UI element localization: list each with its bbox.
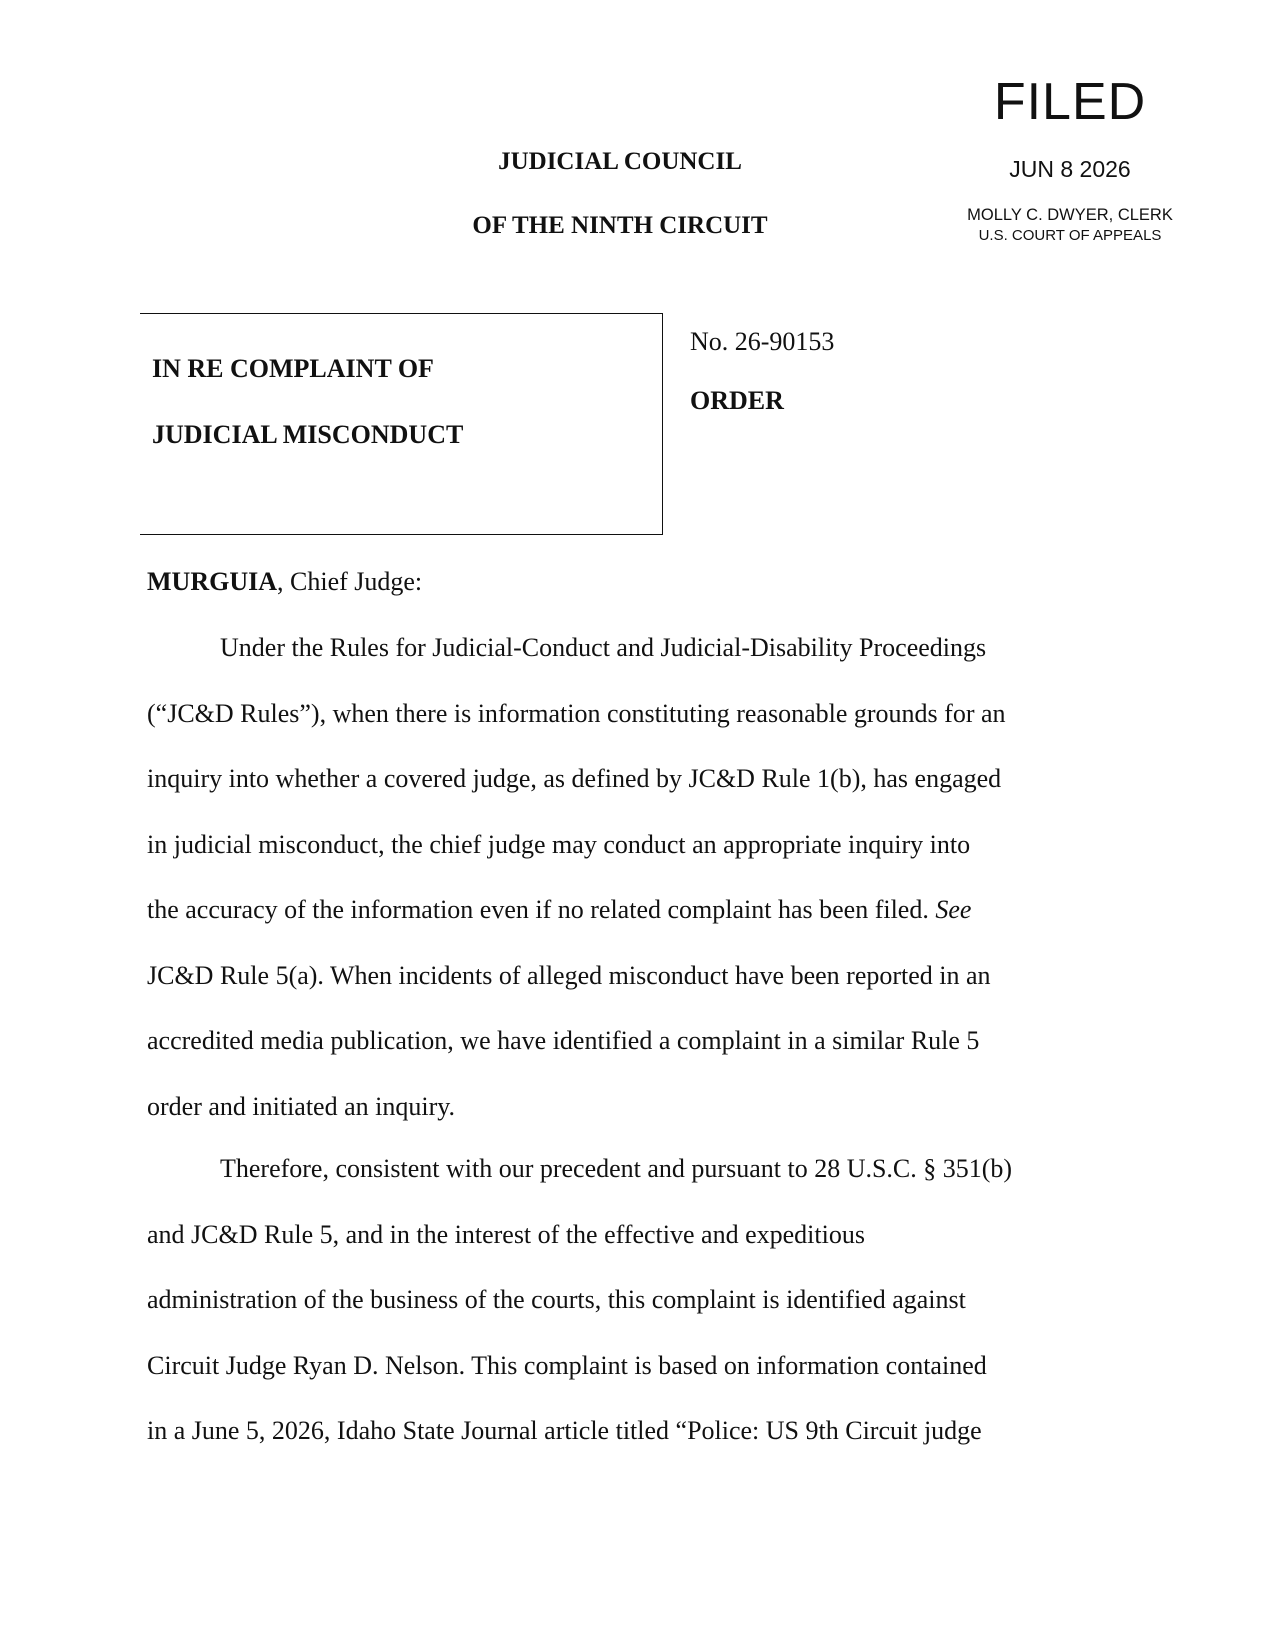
- clerk-name: MOLLY C. DWYER, CLERK: [967, 206, 1173, 224]
- text-line: Circuit Judge Ryan D. Nelson. This complaint is based on information contained: [147, 1350, 987, 1380]
- text-line: in judicial misconduct, the chief judge may conduct an appropriate inquiry into: [147, 829, 971, 859]
- text-line: (“JC&D Rules”), when there is information constituting reasonable grounds for an: [147, 698, 1006, 728]
- text-segment: the accuracy of the information even if no related complaint has been filed.: [147, 895, 936, 924]
- docket-number: No. 26-90153: [690, 327, 835, 356]
- text-line: and JC&D Rule 5, and in the interest of the effective and expeditious: [147, 1219, 865, 1249]
- text-line: inquiry into whether a covered judge, as defined by JC&D Rule 1(b), has engaged: [147, 764, 1002, 793]
- text-line: in a June 5, 2026, Idaho State Journal article titled “Police: US 9th Circuit judge: [147, 1416, 982, 1445]
- council-title: JUDICIAL COUNCIL: [498, 148, 742, 175]
- document-type: ORDER: [690, 386, 784, 415]
- paragraph-1: [147, 615, 1147, 1139]
- text-line: Under the Rules for Judicial-Conduct and Judicial-Disability Proceedings: [220, 633, 987, 662]
- text-line: Therefore, consistent with our precedent and pursuant to 28 U.S.C. § 351(b): [220, 1154, 1013, 1183]
- court-name: U.S. COURT OF APPEALS: [978, 227, 1162, 244]
- citation-signal: See: [935, 895, 972, 924]
- text-line: administration of the business of the courts, this complaint is identified against: [147, 1285, 966, 1314]
- text-line: accredited media publication, we have identified a complaint in a similar Rule 5: [147, 1026, 980, 1055]
- filed-date: JUN 8 2026: [1009, 156, 1131, 182]
- filed-label: FILED: [993, 73, 1147, 131]
- judge-name: MURGUIA: [147, 567, 277, 596]
- judge-title: , Chief Judge:: [277, 567, 423, 596]
- council-subtitle: OF THE NINTH CIRCUIT: [472, 212, 768, 239]
- authoring-judge: [147, 567, 422, 597]
- text-line: [147, 877, 1147, 943]
- caption-line-1: IN RE COMPLAINT OF: [152, 354, 434, 383]
- paragraph-2: [147, 1136, 1147, 1464]
- filed-stamp: [950, 72, 1190, 246]
- caption-line-2: JUDICIAL MISCONDUCT: [152, 420, 464, 449]
- text-line: order and initiated an inquiry.: [147, 1091, 456, 1121]
- text-line: JC&D Rule 5(a). When incidents of alleged misconduct have been reported in an: [147, 960, 991, 990]
